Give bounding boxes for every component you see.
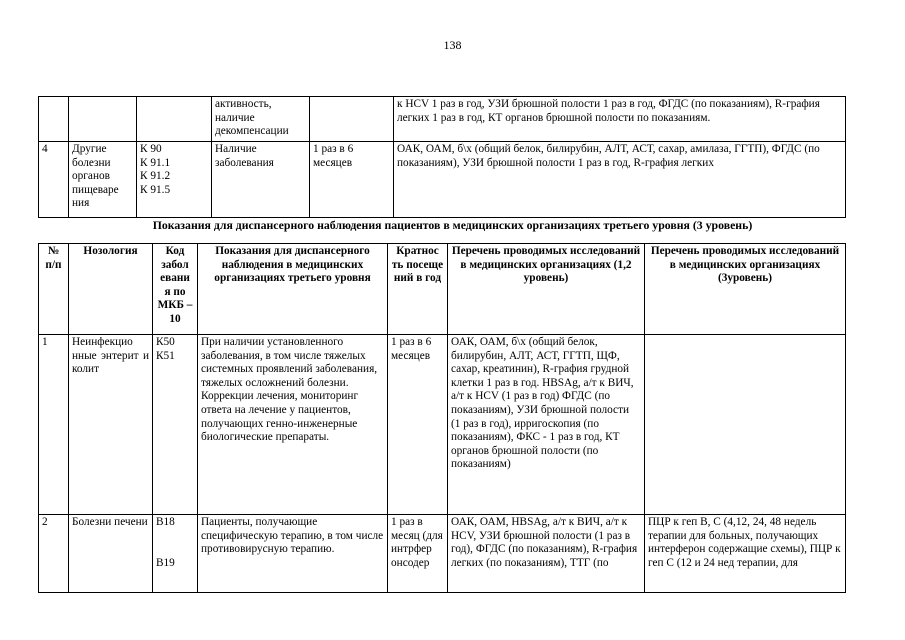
indication-cell: При наличии установленного заболевания, в том числе тяжелых системных проявлений заболевания, тяжелых осложнений болезни. Коррекции лечения, мониторинг ответа на лечение у пациентов, получающих генно-инженерные биологические препараты.: [198, 335, 388, 515]
header-number: № п/п: [39, 244, 69, 335]
page-number: 138: [443, 38, 462, 52]
frequency-cell: 1 раз в 6 месяцев: [310, 142, 394, 218]
icd-code-cell: [153, 515, 198, 593]
previous-table-continuation: [38, 96, 846, 218]
section-title: Показания для диспансерного наблюдения пациентов в медицинских организациях третьего уровня (3 уровень): [152, 218, 753, 232]
studies-cell: ОАК, ОАМ, б\х (общий белок, билирубин, АЛТ, АСТ, сахар, амилаза, ГГТП), ФГДС (по показаниям), УЗИ брюшной полости 1 раз в год, R-графия легких: [394, 142, 846, 218]
icd-code-cell: [137, 142, 212, 218]
header-nosology: Нозология: [69, 244, 153, 335]
icd-code: В18: [156, 516, 175, 528]
third-level-table: [38, 243, 846, 593]
icd-code-cell: [153, 335, 198, 515]
row-number: 4: [39, 142, 69, 218]
studies-level-3-cell: ПЦР к геп В, С (4,12, 24, 48 недель терапии для больных, получающих интерферон содержащие схемы), ПЦР к геп С (12 и 24 нед терапии, для: [645, 515, 846, 593]
nosology-cell: [69, 97, 137, 142]
studies-cell: к HCV 1 раз в год, УЗИ брюшной полости 1 раз в год, ФГДС (по показаниям), R-графия легких 1 раз в год, КТ органов брюшной полости по показаниям.: [394, 97, 846, 142]
header-indication: Показания для диспансерного наблюдения в медицинских организациях третьего уровня: [198, 244, 388, 335]
header-frequency: Кратнос ть посеще ний в год: [388, 244, 448, 335]
header-studies-level-1-2: Перечень проводимых исследований в медицинских организациях (1,2 уровень): [448, 244, 645, 335]
icd-code-cell: [137, 97, 212, 142]
row-number: 1: [39, 335, 69, 515]
table-row: [39, 97, 846, 142]
frequency-cell: [310, 97, 394, 142]
row-number: 2: [39, 515, 69, 593]
icd-code: К 91.1: [140, 156, 171, 169]
icd-code: К 91.2: [140, 170, 171, 183]
frequency-cell: 1 раз в 6 месяцев: [388, 335, 448, 515]
header-studies-level-3: Перечень проводимых исследований в медицинских организациях (3уровень): [645, 244, 846, 335]
table-header-row: [39, 244, 846, 335]
frequency-cell: 1 раз в месяц (для интрфер онсодер: [388, 515, 448, 593]
nosology-cell: Неинфекцио нные энтерит и колит: [69, 335, 153, 515]
icd-code: К 90: [140, 143, 162, 155]
icd-code: К51: [156, 349, 175, 362]
table-row: [39, 335, 846, 515]
icd-code: К50: [156, 336, 175, 348]
table-row: [39, 142, 846, 218]
nosology-cell: Другие болезни органов пищеваре ния: [69, 142, 137, 218]
indication-cell: Наличие заболевания: [212, 142, 310, 218]
indication-cell: активность, наличие декомпенсации: [212, 97, 310, 142]
nosology-cell: Болезни печени: [69, 515, 153, 593]
studies-level-1-2-cell: ОАК, ОАМ, б\х (общий белок, билирубин, АЛТ, АСТ, ГГТП, ЩФ, сахар, креатинин), R-графия грудной клетки 1 раз в год. HBSAg, а/т к ВИЧ, а/т к HCV (1 раз в год) ФГДС (по показаниям), УЗИ брюшной полости (1 раз в год), ирригоскопия (по показаниям), ФКС - 1 раз в год, КТ органов брюшной полости (по показаниям): [448, 335, 645, 515]
row-number: [39, 97, 69, 142]
studies-level-3-cell: [645, 335, 846, 515]
studies-level-1-2-cell: ОАК, ОАМ, HBSAg, а/т к ВИЧ, а/т к HCV, УЗИ брюшной полости (1 раз в год), ФГДС (по показаниям), R-графия легких (по показаниям), ТТГ (по: [448, 515, 645, 593]
table-row: [39, 515, 846, 593]
icd-code: К 91.5: [140, 183, 171, 196]
indication-cell: Пациенты, получающие специфическую терапию, в том числе противовирусную терапию.: [198, 515, 388, 593]
icd-code: В19: [156, 556, 175, 569]
header-icd-code: Код забол евани я по МКБ – 10: [153, 244, 198, 335]
